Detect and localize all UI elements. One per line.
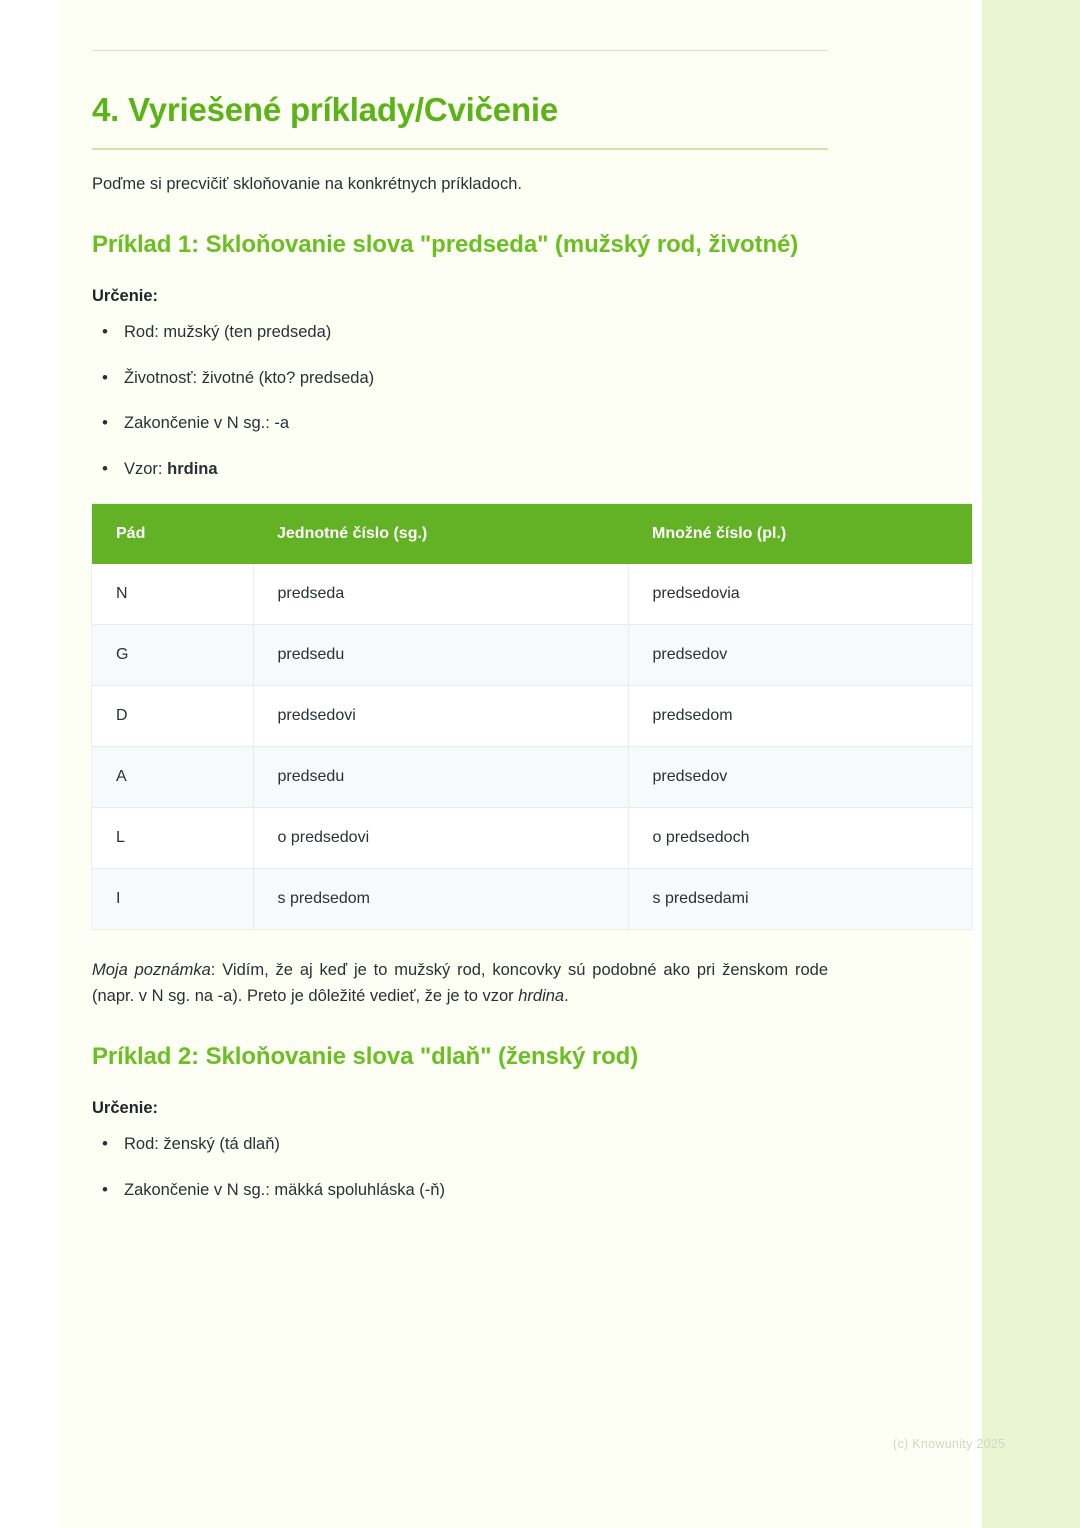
- list-item: [124, 1178, 828, 1203]
- table-header-row: [92, 504, 972, 564]
- declension-table-body: [92, 564, 972, 929]
- declension-table: [92, 504, 972, 929]
- list-item-text: Zakončenie v N sg.: -a: [124, 414, 290, 433]
- page-title: 4. Vyriešené príklady/Cvičenie: [92, 91, 559, 128]
- table-cell-singular: predsedu: [253, 746, 628, 807]
- table-cell-singular: predsedu: [253, 624, 628, 685]
- list-item-text: Rod: ženský (tá dlaň): [124, 1134, 280, 1153]
- table-cell-case: N: [92, 564, 253, 625]
- list-item-text: Rod: mužský (ten predseda): [124, 322, 332, 341]
- list-item: [124, 366, 828, 391]
- table-cell-plural: o predsedoch: [628, 807, 972, 868]
- table-header-cell-plural: Množné číslo (pl.): [628, 504, 972, 564]
- table-cell-plural: predsedov: [628, 624, 972, 685]
- note-body: : Vidím, že aj keď je to mužský rod, koncovky sú podobné ako pri ženskom rode (napr. v N sg. na -a). Preto je dôležité vedieť, že je to vzor: [92, 960, 828, 1006]
- note-label: Moja poznámka: [92, 960, 211, 979]
- table-cell-case: L: [92, 807, 253, 868]
- table-header-cell-case: Pád: [92, 504, 253, 564]
- table-cell-case: D: [92, 685, 253, 746]
- example-2-subhead: Určenie:: [92, 1098, 159, 1117]
- document-content: [92, 0, 828, 1223]
- example-1-bullet-list: [92, 320, 828, 482]
- table-row: [92, 807, 972, 868]
- table-cell-case: G: [92, 624, 253, 685]
- table-header-cell-singular: Jednotné číslo (sg.): [253, 504, 628, 564]
- list-item: [124, 411, 828, 436]
- list-item-emphasis: hrdina: [167, 460, 218, 479]
- note-emphasis: hrdina: [518, 987, 565, 1006]
- page-right-accent-band: [982, 0, 1080, 1528]
- table-cell-case: A: [92, 746, 253, 807]
- example-1-subhead: Určenie:: [92, 286, 159, 305]
- table-cell-singular: predseda: [253, 564, 628, 625]
- table-cell-plural: predsedovia: [628, 564, 972, 625]
- list-item: [124, 457, 828, 482]
- table-cell-plural: predsedov: [628, 746, 972, 807]
- example-1-note: [92, 957, 828, 1010]
- example-2-bullet-list: [92, 1132, 828, 1203]
- list-item-text: Vzor:: [124, 460, 168, 479]
- table-cell-singular: o predsedovi: [253, 807, 628, 868]
- example-2-heading: Príklad 2: Skloňovanie slova "dlaň" (ženský rod): [92, 1042, 639, 1070]
- table-row: [92, 685, 972, 746]
- table-cell-plural: predsedom: [628, 685, 972, 746]
- note-tail: .: [564, 987, 569, 1006]
- list-item-text: Životnosť: životné (kto? predseda): [124, 368, 375, 387]
- table-cell-singular: s predsedom: [253, 868, 628, 929]
- copyright-watermark: (c) Knowunity 2025: [893, 1437, 1006, 1451]
- table-row: [92, 624, 972, 685]
- table-row: [92, 746, 972, 807]
- list-item-text: Zakončenie v N sg.: mäkká spoluhláska (-ň): [124, 1180, 445, 1199]
- table-cell-singular: predsedovi: [253, 685, 628, 746]
- page-left-margin: [0, 0, 60, 1528]
- example-1-heading: Príklad 1: Skloňovanie slova "predseda" (mužský rod, životné): [92, 230, 799, 258]
- list-item: [124, 1132, 828, 1157]
- table-cell-case: I: [92, 868, 253, 929]
- table-row: [92, 564, 972, 625]
- list-item: [124, 320, 828, 345]
- intro-paragraph: Poďme si precvičiť skloňovanie na konkrétnych príkladoch.: [92, 175, 522, 194]
- declension-table-head: [92, 504, 972, 564]
- header-divider: [92, 50, 828, 51]
- table-row: [92, 868, 972, 929]
- title-underline: [92, 148, 828, 150]
- table-cell-plural: s predsedami: [628, 868, 972, 929]
